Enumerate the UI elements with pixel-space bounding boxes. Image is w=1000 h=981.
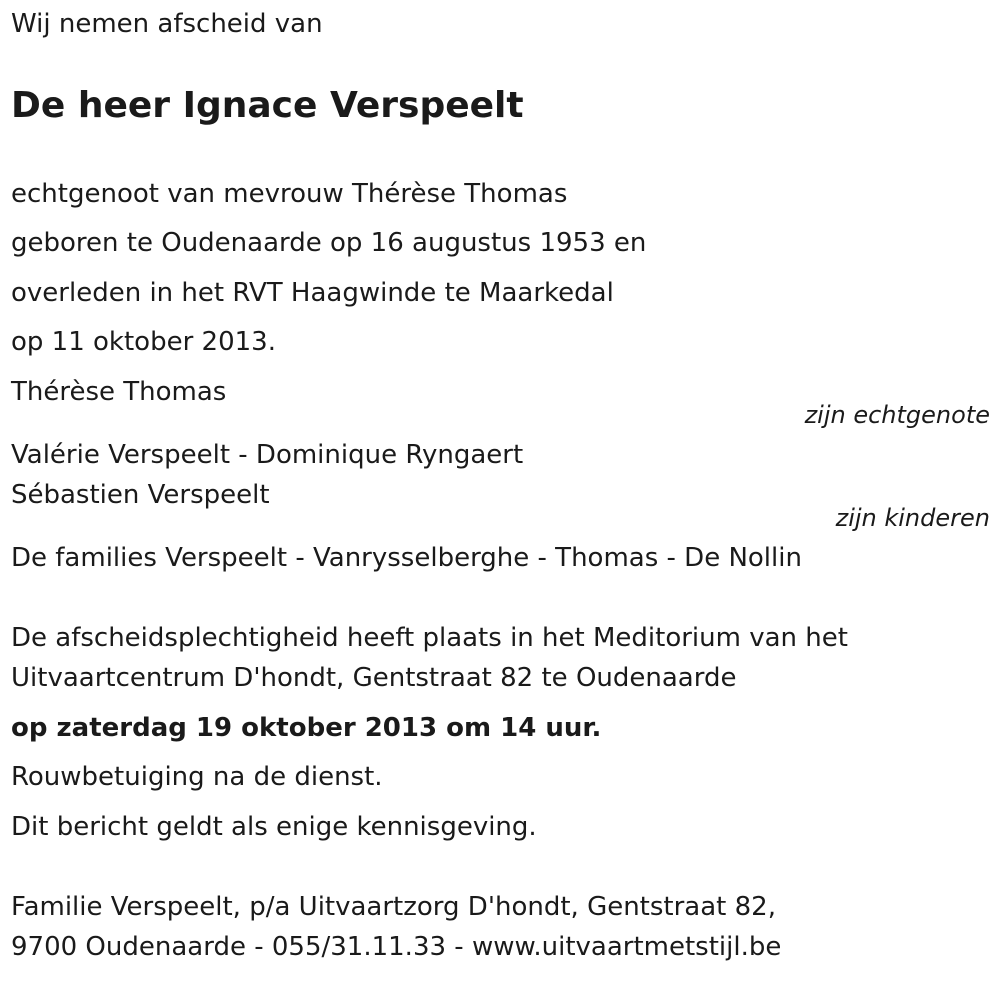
child-name: Valérie Verspeelt - Dominique Ryngaert (11, 440, 524, 470)
spouse-role: zijn echtgenote (804, 401, 990, 429)
ceremony-datetime: op zaterdag 19 oktober 2013 om 14 uur. (11, 713, 602, 743)
condolences-line: Rouwbetuiging na de dienst. (11, 762, 383, 792)
children-role: zijn kinderen (835, 504, 990, 532)
families-line: De families Verspeelt - Vanrysselberghe - Thomas - De Nollin (11, 543, 802, 573)
deceased-name: De heer Ignace Verspeelt (11, 85, 524, 126)
detail-date-line: op 11 oktober 2013. (11, 327, 276, 357)
contact-address-line: Familie Verspeelt, p/a Uitvaartzorg D'hondt, Gentstraat 82, (11, 892, 776, 922)
child-name: Sébastien Verspeelt (11, 480, 270, 510)
detail-spouse-line: echtgenoot van mevrouw Thérèse Thomas (11, 179, 568, 209)
detail-birth-line: geboren te Oudenaarde op 16 augustus 1953 en (11, 228, 647, 258)
contact-phone-web-line: 9700 Oudenaarde - 055/31.11.33 - www.uitvaartmetstijl.be (11, 932, 782, 962)
intro-text: Wij nemen afscheid van (11, 9, 323, 39)
spouse-name: Thérèse Thomas (11, 377, 227, 407)
ceremony-location-line: Uitvaartcentrum D'hondt, Gentstraat 82 te Oudenaarde (11, 663, 737, 693)
notice-line: Dit bericht geldt als enige kennisgeving. (11, 812, 537, 842)
ceremony-location-line: De afscheidsplechtigheid heeft plaats in het Meditorium van het (11, 623, 848, 653)
detail-death-line: overleden in het RVT Haagwinde te Maarkedal (11, 278, 614, 308)
